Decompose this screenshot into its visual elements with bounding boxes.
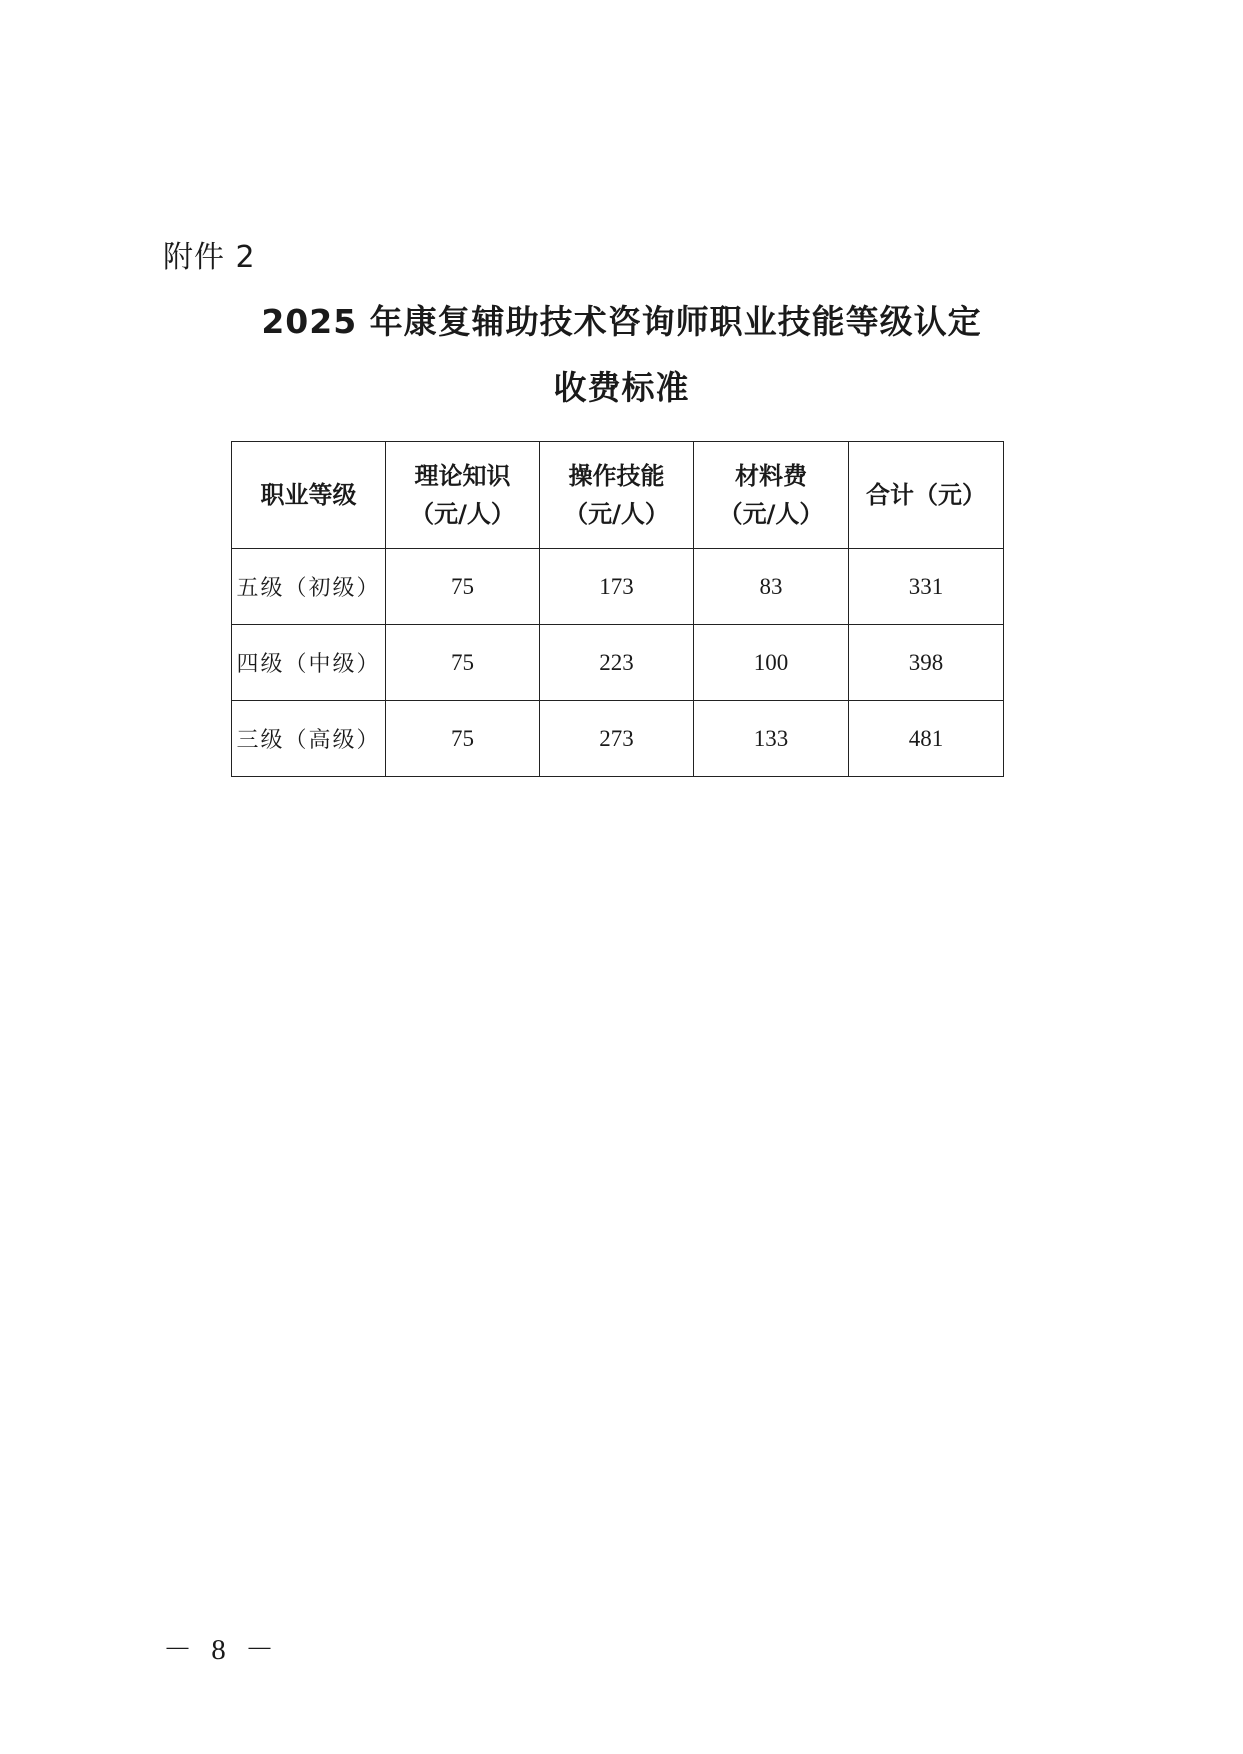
document-title: 2025 年康复辅助技术咨询师职业技能等级认定: [261, 302, 982, 341]
cell-level: 四级（中级）: [232, 625, 386, 701]
cell-theory: 75: [386, 701, 540, 777]
header-materials: 材料费 （元/人）: [694, 442, 849, 549]
attachment-label: 附件 2: [163, 240, 256, 275]
cell-practical: 273: [540, 701, 694, 777]
cell-total: 398: [849, 625, 1004, 701]
cell-level: 五级（初级）: [232, 549, 386, 625]
document-subtitle: 收费标准: [553, 368, 690, 407]
header-level: 职业等级: [232, 442, 386, 549]
cell-total: 481: [849, 701, 1004, 777]
cell-materials: 83: [694, 549, 849, 625]
fee-standard-table: [231, 441, 1004, 777]
cell-theory: 75: [386, 549, 540, 625]
table-header-row: [232, 442, 1004, 549]
table-row: [232, 701, 1004, 777]
cell-practical: 223: [540, 625, 694, 701]
cell-materials: 100: [694, 625, 849, 701]
table-row: [232, 549, 1004, 625]
header-practical: 操作技能 （元/人）: [540, 442, 694, 549]
cell-practical: 173: [540, 549, 694, 625]
cell-materials: 133: [694, 701, 849, 777]
cell-theory: 75: [386, 625, 540, 701]
table-row: [232, 625, 1004, 701]
page-number: － 8 －: [163, 1634, 281, 1666]
header-theory: 理论知识 （元/人）: [386, 442, 540, 549]
cell-level: 三级（高级）: [232, 701, 386, 777]
header-total: 合计（元）: [849, 442, 1004, 549]
cell-total: 331: [849, 549, 1004, 625]
